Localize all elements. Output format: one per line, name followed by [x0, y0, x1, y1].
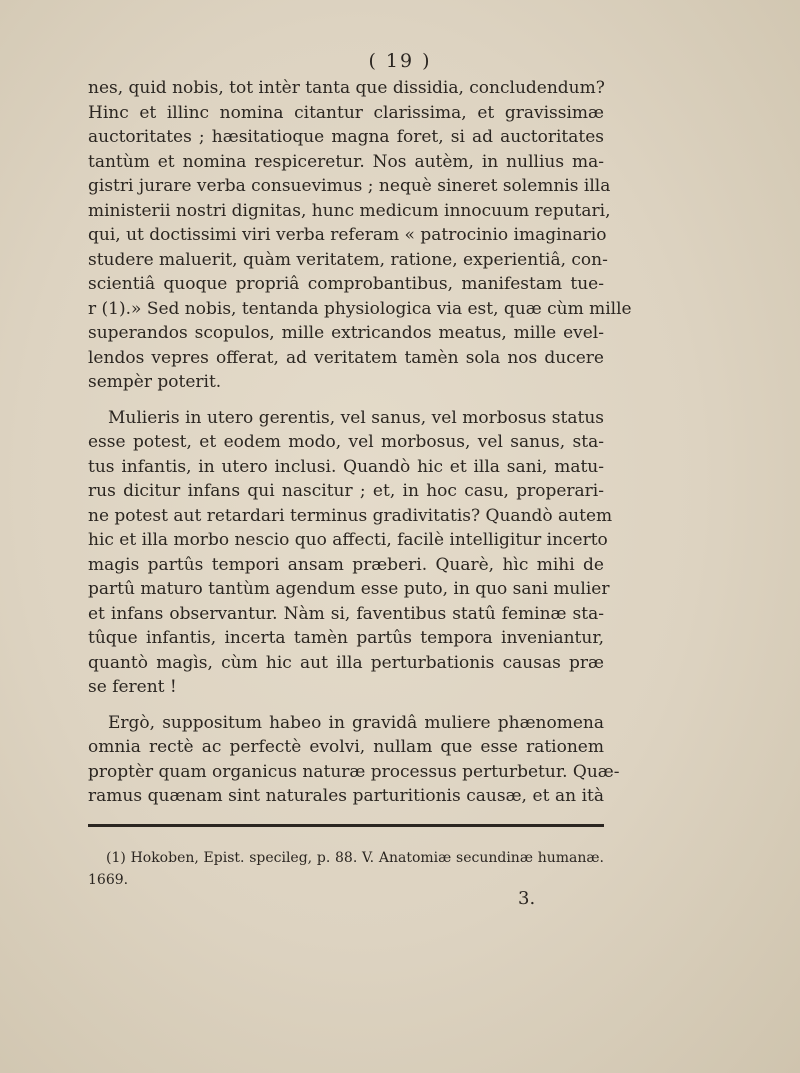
- body-text: [88, 76, 632, 809]
- text-line: tantùm et nomina respiceretur. Nos autèm, in nullius ma-: [88, 151, 604, 172]
- signature-mark: 3.: [518, 888, 536, 909]
- text-line: proptèr quam organicus naturæ processus perturbetur. Quæ-: [88, 761, 620, 782]
- text-line: superandos scopulos, mille extricandos meatus, mille evel-: [88, 323, 604, 343]
- footnote: [88, 847, 604, 891]
- text-line: omnia rectè ac perfectè evolvi, nullam que esse rationem: [88, 737, 604, 757]
- text-line: quantò magìs, cùm hic aut illa perturbationis causas præ: [88, 652, 604, 673]
- text-line: ne potest aut retardari terminus gradivitatis? Quandò autem: [88, 505, 613, 526]
- text-line: ministerii nostri dignitas, hunc medicum innocuum reputari,: [88, 200, 611, 221]
- text-line: sempèr poterit.: [88, 372, 222, 392]
- text-line: et infans observantur. Nàm si, faventibus statû feminæ sta-: [88, 603, 604, 624]
- footnote-line: (1) Hokoben, Epist. specileg, p. 88. V. Anatomiæ secundinæ humanæ.: [106, 850, 604, 866]
- text-line: rus dicitur infans qui nascitur ; et, in hoc casu, properari-: [88, 481, 604, 501]
- footnote-divider: [88, 824, 604, 827]
- footnote-line: 1669.: [88, 872, 129, 888]
- text-line: ramus quænam sint naturales parturitionis causæ, et an ità: [88, 786, 604, 806]
- text-line: qui, ut doctissimi viri verba referam « patrocinio imaginario: [88, 225, 607, 245]
- text-line: studere maluerit, quàm veritatem, ratione, experientiâ, con-: [88, 249, 608, 270]
- paragraph-1: [88, 76, 632, 395]
- page-number: ( 19 ): [368, 50, 432, 72]
- text-line: Ergò, suppositum habeo in gravidâ muliere phænomena: [108, 712, 604, 733]
- text-line: tûque infantis, incerta tamèn partûs tempora inveniantur,: [88, 628, 604, 648]
- text-line: tus infantis, in utero inclusi. Quandò hic et illa sani, matu-: [88, 456, 604, 477]
- text-line: Mulieris in utero gerentis, vel sanus, vel morbosus status: [108, 407, 604, 428]
- text-line: lendos vepres offerat, ad veritatem tamèn sola nos ducere: [88, 347, 604, 368]
- text-line: partû maturo tantùm agendum esse puto, in quo sani mulier: [88, 579, 610, 599]
- text-line: gistri jurare verba consuevimus ; nequè sineret solemnis illa: [88, 176, 611, 196]
- paragraph-2: [88, 406, 613, 700]
- text-line: nes, quid nobis, tot intèr tanta que dissidia, concludendum?: [88, 78, 605, 98]
- text-line: magis partûs tempori ansam præberi. Quarè, hìc mihi de: [88, 554, 604, 575]
- text-line: scientiâ quoque propriâ comprobantibus, manifestam tue-: [88, 274, 604, 294]
- text-line: esse potest, et eodem modo, vel morbosus, vel sanus, sta-: [88, 432, 604, 452]
- text-line: auctoritates ; hæsitatioque magna foret, si ad auctoritates: [88, 127, 604, 147]
- paragraph-3: [88, 711, 620, 809]
- text-line: se ferent !: [88, 677, 177, 697]
- text-line: hic et illa morbo nescio quo affecti, facilè intelligitur incerto: [88, 530, 608, 550]
- text-line: r (1).» Sed nobis, tentanda physiologica via est, quæ cùm mille: [88, 298, 632, 319]
- text-line: Hinc et illinc nomina citantur clarissima, et gravissimæ: [88, 102, 604, 123]
